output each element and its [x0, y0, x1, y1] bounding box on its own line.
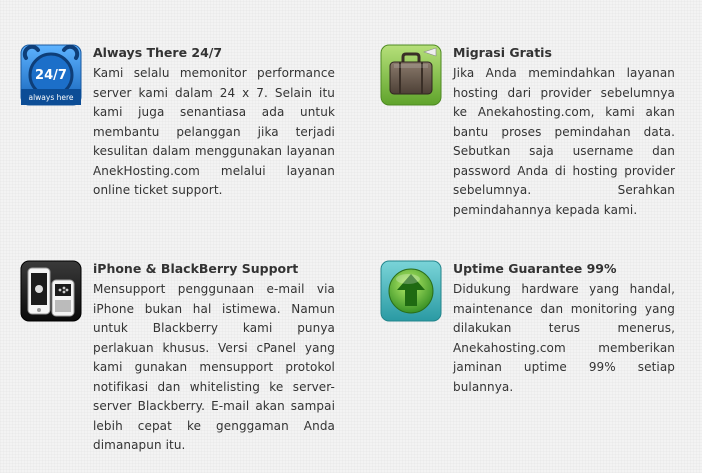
feature-description: Didukung hardware yang handal, maintenance dan monitoring yang dilakukan terus menerus, Anekahosting.com memberikan jaminan uptime 99% setiap bulannya. [453, 282, 675, 394]
feature-description: Jika Anda memindahkan layanan hosting dari provider sebelumnya ke Anekahosting.com, kami akan bantu proses pemindahan data. Sebutkan saja username dan password Anda di hosting provider sebelumnya. Serahkan pemindahannya kepada kami. [453, 66, 675, 217]
up-arrow-icon [380, 260, 442, 322]
feature-description: Kami selalu memonitor performance server kami dalam 24 x 7. Selain itu kami juga senantiasa ada untuk membantu pelanggan jika terjadi kesulitan dalam menggunakan layanan AnekHosting.com melalui layanan online ticket support. [93, 66, 335, 197]
feature-description: Mensupport penggunaan e-mail via iPhone bukan hal istimewa. Namun untuk Blackberry kami punya perlakuan khusus. Versi cPanel yang kami gunakan mensupport protokol notifikasi dan whitelisting ke server-server Blackberry. E-mail akan sampai lebih cepat ke genggaman Anda dimanapun itu. [93, 282, 335, 452]
feature-title: Always There 24/7 [93, 45, 223, 60]
clock-24-7-icon [20, 44, 82, 106]
suitcase-icon [380, 44, 442, 106]
phones-icon [20, 260, 82, 322]
feature-title: iPhone & BlackBerry Support [93, 261, 299, 276]
clock-text-top: 24/7 [35, 68, 67, 83]
clock-text-bottom: always here [28, 93, 74, 102]
feature-title: Uptime Guarantee 99% [453, 261, 617, 276]
feature-title: Migrasi Gratis [453, 45, 552, 60]
